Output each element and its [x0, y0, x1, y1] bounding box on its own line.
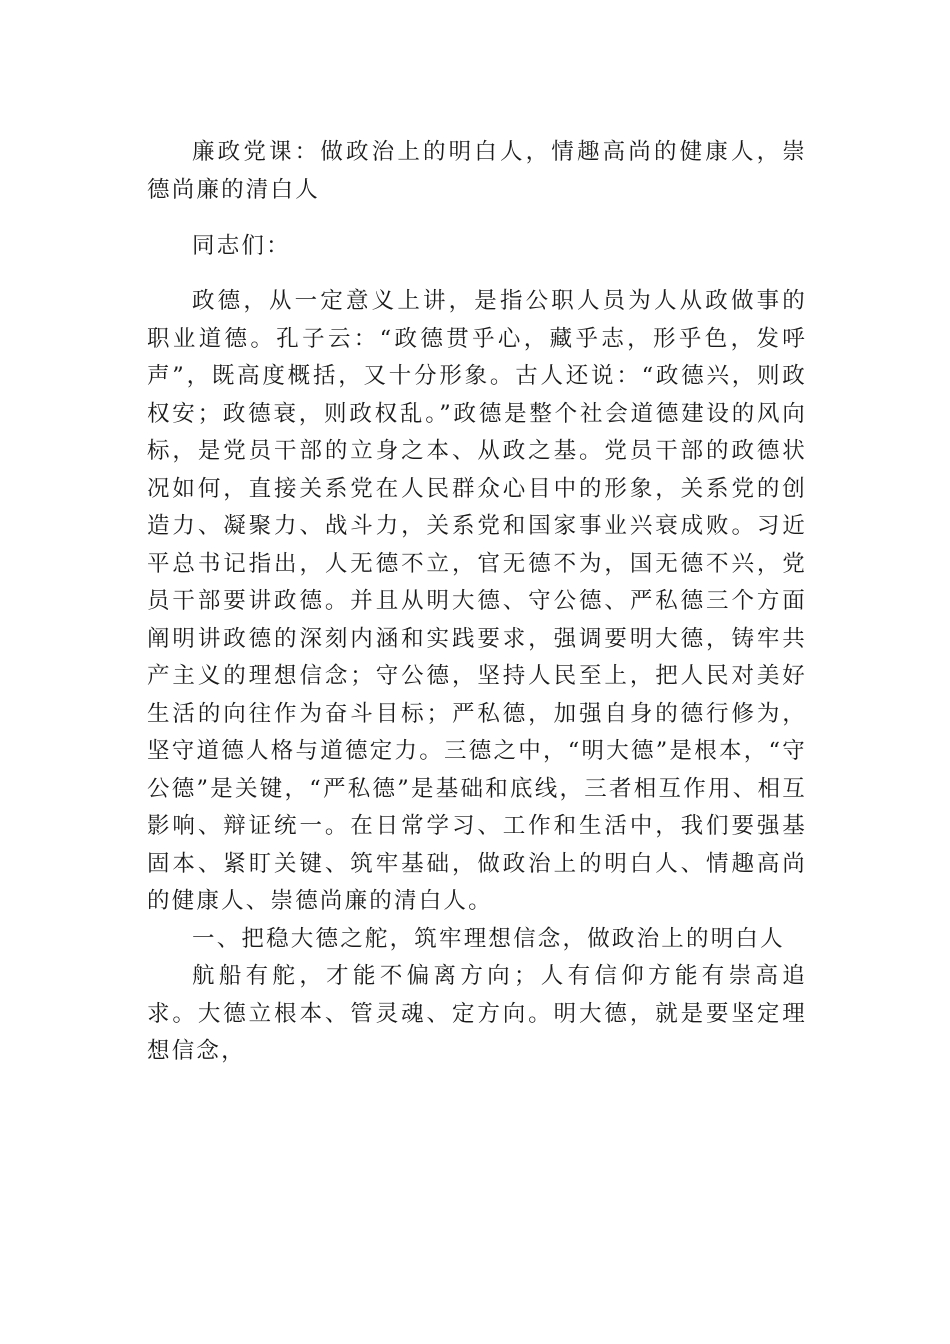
- paragraph-section-1: 航船有舵，才能不偏离方向；人有信仰方能有崇高追求。大德立根本、管灵魂、定方向。明大德，就是要坚定理想信念，: [147, 963, 807, 1064]
- document-body: [147, 133, 807, 1071]
- section-heading-1: 一、把稳大德之舵，筑牢理想信念，做政治上的明白人: [192, 925, 785, 952]
- document-title: 廉政党课：做政治上的明白人，情趣高尚的健康人，崇德尚廉的清白人: [147, 139, 807, 203]
- greeting: 同志们：: [192, 233, 291, 259]
- paragraph-intro: 政德，从一定意义上讲，是指公职人员为人从政做事的职业道德。孔子云：“政德贯乎心，藏乎志，形乎色，发呼声”，既高度概括，又十分形象。古人还说：“政德兴，则政权安；政德衰，则政权乱。”政德是整个社会道德建设的风向标，是党员干部的立身之本、从政之基。党员干部的政德状况如何，直接关系党在人民群众心目中的形象，关系党的创造力、凝聚力、战斗力，关系党和国家事业兴衰成败。习近平总书记指出，人无德不立，官无德不为，国无德不兴，党员干部要讲政德。并且从明大德、守公德、严私德三个方面阐明讲政德的深刻内涵和实践要求，强调要明大德，铸牢共产主义的理想信念；守公德，坚持人民至上，把人民对美好生活的向往作为奋斗目标；严私德，加强自身的德行修为，坚守道德人格与道德定力。三德之中，“明大德”是根本，“守公德”是关键，“严私德”是基础和底线，三者相互作用、相互影响、辩证统一。在日常学习、工作和生活中，我们要强基固本、紧盯关键、筑牢基础，做政治上的明白人、情趣高尚的健康人、崇德尚廉的清白人。: [147, 288, 807, 914]
